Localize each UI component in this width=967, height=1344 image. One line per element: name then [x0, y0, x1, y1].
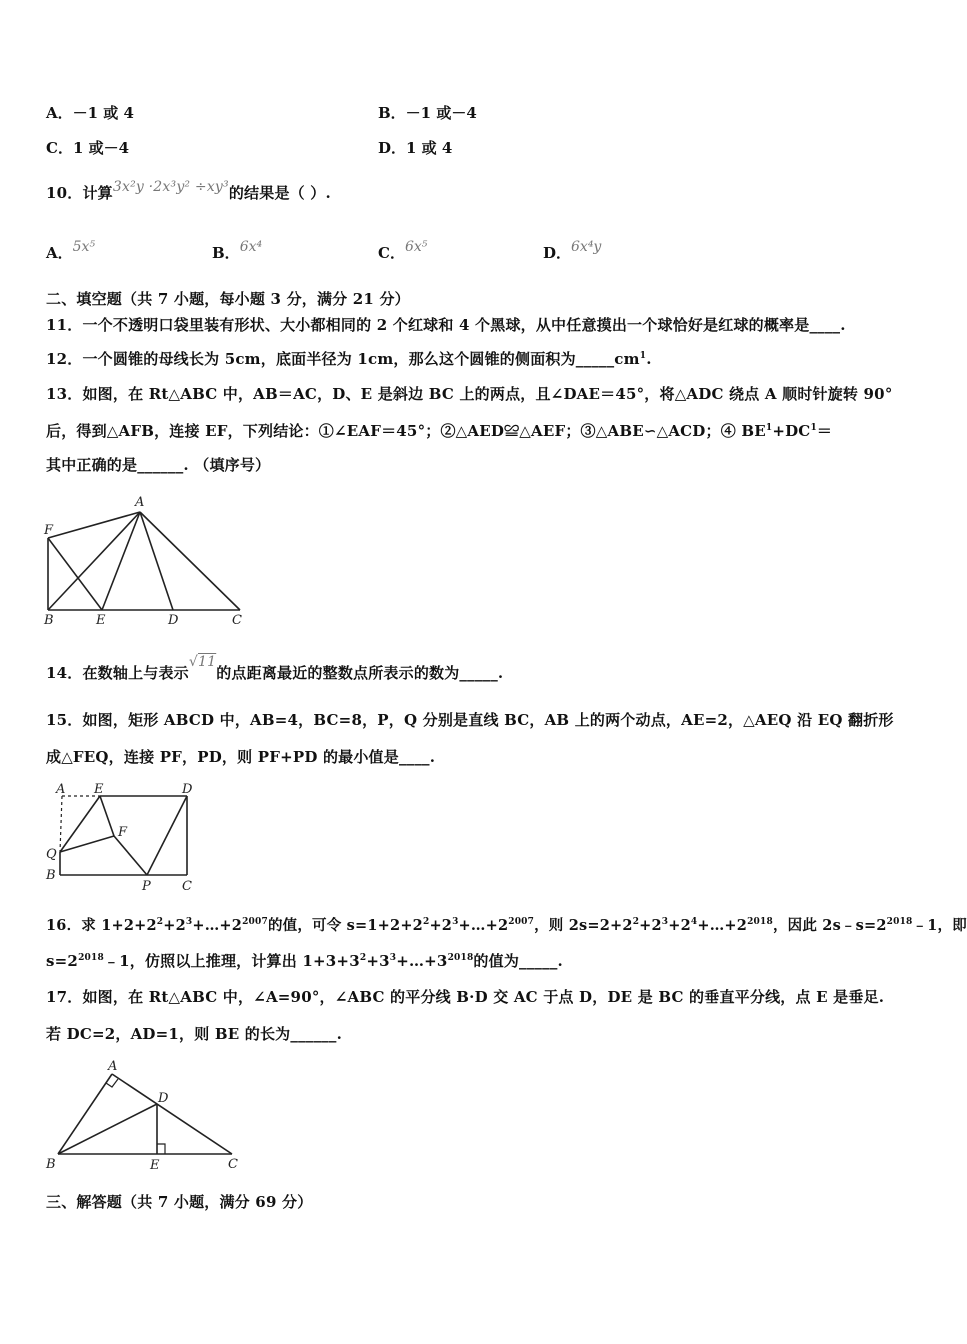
q15-line-1: 15．如图，矩形 ABCD 中，AB=4，BC=8，P，Q 分别是直线 BC，AB 上的两个动点，AE=2，△AEQ 沿 EQ 翻折形 — [46, 711, 894, 729]
edge-qf — [60, 836, 114, 852]
option-expression: 6x⁵ — [404, 239, 428, 255]
q13-sup1: 1 — [765, 423, 773, 433]
label-c: C — [232, 613, 242, 628]
q10-option-a — [46, 239, 96, 263]
q17-line-2: 若 DC=2，AD=1，则 BE 的长为______. — [46, 1025, 343, 1043]
q13-figure — [40, 494, 250, 629]
edge-pd — [147, 796, 187, 875]
label-q: Q — [46, 847, 57, 862]
q13-line2c: ＝ — [816, 422, 833, 440]
label-d: D — [182, 782, 193, 797]
right-angle-e — [157, 1144, 165, 1154]
sqrt-11: √11 — [188, 654, 217, 670]
q10-question — [46, 179, 331, 203]
q13-line2b: +DC — [772, 422, 811, 440]
label-a: A — [108, 1059, 118, 1074]
option-label: B． — [212, 244, 240, 262]
label-d: D — [168, 613, 179, 628]
q14-question — [46, 654, 504, 683]
edge-ef — [100, 796, 114, 836]
q15-figure — [42, 780, 202, 892]
q13-line-3: 其中正确的是______. （填序号） — [46, 456, 271, 474]
q14-suffix: 的点距离最近的整数点所表示的数为_____. — [216, 664, 504, 682]
q13-line-1: 13．如图，在 Rt△ABC 中，AB＝AC，D、E 是斜边 BC 上的两点，且∠DAE＝45°，将△ADC 绕点 A 顺时针旋转 90° — [46, 385, 893, 403]
option-expression: 5x⁵ — [72, 239, 96, 255]
q14-prefix: 14．在数轴上与表示 — [46, 664, 189, 682]
section-3-heading: 三、解答题（共 7 小题，满分 69 分） — [46, 1193, 313, 1211]
q9-option-d: D．1 或 4 — [378, 139, 453, 157]
option-label: A． — [46, 244, 73, 262]
label-f: F — [44, 523, 54, 538]
label-p: P — [142, 879, 151, 894]
edge-bd — [58, 1104, 157, 1154]
q16-line-2: $s=2^{2018}﹣1$，仿照以上推理，计算出 $1+3+3^2+3^3+\dots+3^{2018}$的值为_____. — [46, 952, 563, 970]
option-expression: 6x⁴y — [571, 239, 602, 255]
label-a: A — [135, 495, 145, 510]
q17-figure — [40, 1056, 245, 1174]
q12-text: 12．一个圆锥的母线长为 5cm，底面半径为 1cm，那么这个圆锥的侧面积为_____cm — [46, 350, 640, 368]
edge-ea — [102, 512, 140, 610]
option-expression: 6x⁴ — [239, 239, 263, 255]
option-label: C． — [378, 244, 405, 262]
q10-option-b — [212, 239, 263, 263]
label-e: E — [94, 782, 104, 797]
edge-ca — [140, 512, 240, 610]
option-label: D． — [543, 244, 572, 262]
q13-line2a: 后，得到△AFB，连接 EF，下列结论：①∠EAF＝45°；②△AED≌△AEF；③△ABE∽△ACD；④ BE — [46, 422, 766, 440]
q17-line-1: 17．如图，在 Rt△ABC 中，∠A=90°，∠ABC 的平分线 B·D 交 AC 于点 D，DE 是 BC 的垂直平分线，点 E 是垂足. — [46, 988, 885, 1006]
label-d: D — [158, 1091, 169, 1106]
label-a: A — [56, 782, 66, 797]
q9-option-a: A．－1 或 4 — [46, 104, 134, 122]
q9-option-c: C．1 或－4 — [46, 139, 130, 157]
label-e: E — [96, 613, 106, 628]
q10-option-d — [543, 239, 602, 263]
label-b: B — [44, 613, 54, 628]
q15-line-2: 成△FEQ，连接 PF，PD，则 PF+PD 的最小值是____. — [46, 748, 436, 766]
edge-aq-dashed — [60, 796, 62, 852]
label-c: C — [228, 1157, 238, 1172]
q11-question: 11．一个不透明口袋里装有形状、大小都相同的 2 个红球和 4 个黑球，从中任意摸出一个球恰好是红球的概率是____. — [46, 316, 846, 334]
label-e: E — [150, 1158, 160, 1173]
label-b: B — [46, 868, 56, 883]
edge-eq — [60, 796, 100, 852]
edge-fe — [48, 538, 102, 610]
q13-line-2 — [46, 420, 832, 441]
section-2-heading: 二、填空题（共 7 小题，每小题 3 分，满分 21 分） — [46, 290, 410, 308]
edge-fp — [114, 836, 147, 875]
q10-expression: 3x²y ·2x³y² ÷xy³ — [112, 179, 229, 195]
q9-option-b: B．－1 或－4 — [378, 104, 477, 122]
label-b: B — [46, 1157, 56, 1172]
q10-suffix: 的结果是（ ）. — [228, 184, 331, 202]
q14-radicand: 11 — [198, 654, 217, 670]
q12-question — [46, 348, 652, 369]
label-f: F — [118, 825, 128, 840]
edge-da — [140, 512, 173, 610]
q16-line-1: 16．求 $1+2+2^2+2^3+\dots+2^{2007}$的值，可令 $s=1+2+2^2+2^3+\dots+2^{2007}$，则 $2s=2+2^2+2^3+2^4+\dots+2^{2018}$，因此 $2s﹣s=2^{2018}﹣1$，即 — [46, 917, 967, 934]
q12-sup: 1 — [639, 351, 647, 361]
q10-option-c — [378, 239, 428, 263]
q10-prefix: 10．计算 — [46, 184, 113, 202]
edge-ac — [112, 1074, 232, 1154]
edge-fa — [48, 512, 140, 538]
edge-ba — [48, 512, 140, 610]
label-c: C — [182, 879, 192, 894]
edge-ab — [58, 1074, 112, 1154]
q13-sup2: 1 — [810, 423, 817, 433]
q12-end: . — [646, 350, 652, 368]
